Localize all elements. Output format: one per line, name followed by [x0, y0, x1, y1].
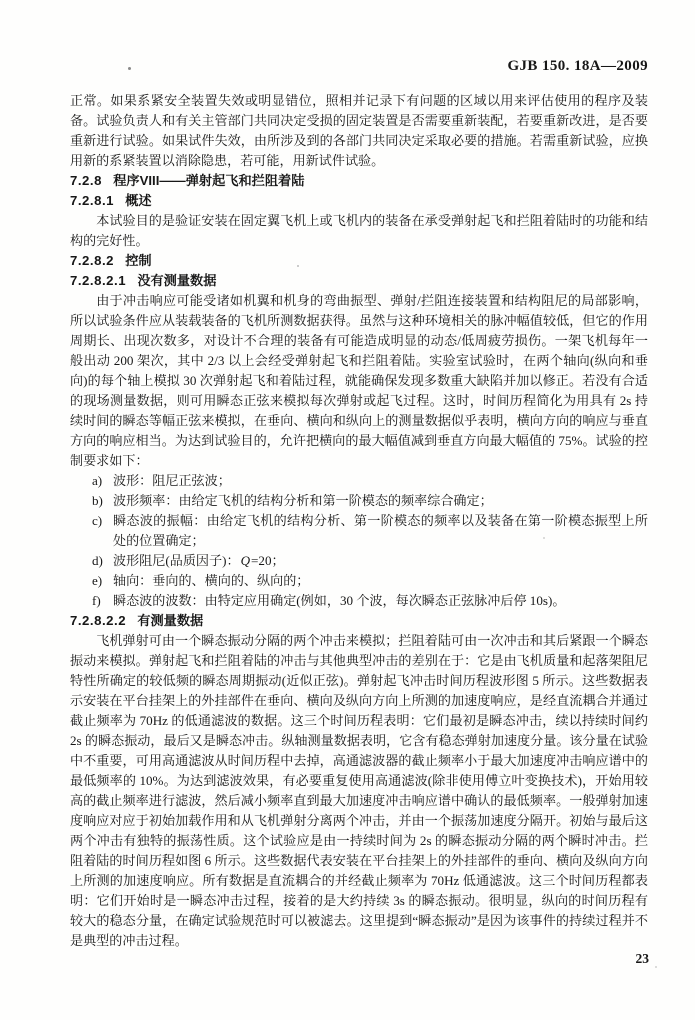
list-item-d — [92, 551, 648, 571]
list-item-text — [113, 551, 648, 571]
heading-title: 有测量数据 — [137, 613, 204, 628]
list-item-c — [92, 511, 648, 551]
list-item-label: f) — [92, 593, 101, 608]
scan-artifact-dot — [297, 265, 299, 267]
heading-number: 7.2.8.2 — [70, 253, 115, 268]
list-item-text: 瞬态波的波数：由特定应用确定(例如，30 个波，每次瞬态正弦脉冲后停 10s)。 — [113, 593, 566, 608]
list-item-a — [92, 471, 648, 491]
heading-7-2-8-1 — [70, 191, 648, 211]
quality-factor-value: =20； — [251, 553, 285, 568]
scan-artifact-dot — [543, 537, 545, 539]
paragraph-no-measured-data: 由于冲击响应可能受诸如机翼和机身的弯曲振型、弹射/拦阻连接装置和结构阻尼的局部影响，所以试验条件应从装载装备的飞机所测数据获得。虽然与这种环境相关的脉冲幅值较低，但它的作用周期长、出现次数多，对设计不合理的装备有可能造成明显的动态/低周疲劳损伤。一架飞机每年一般出动 200 架次，其中 2/3 以上会经受弹射起飞和拦阻着陆。实验室试验时，在两个轴向(纵向和垂向)的每个轴上模拟 30 次弹射起飞和着陆过程，就能确保发现多数重大缺陷并加以修正。若没有合适的现场测量数据，则可用瞬态正弦来模拟每次弹射或起飞过程。这时，时间历程简化为用具有 2s 持续时间的瞬态等幅正弦来模拟，在垂向、横向和纵向上的测量数据似乎表明，横向方向的响应与垂直方向的响应相当。为达到试验目的，允许把横向的最大幅值减到垂直方向最大幅值的 75%。试验的控制要求如下： — [70, 293, 648, 468]
list-item-text: 波形频率：由给定飞机的结构分析和第一阶模态的频率综合确定； — [113, 493, 493, 508]
heading-title: 概述 — [125, 193, 152, 208]
list-item-text: 瞬态波的振幅：由给定飞机的结构分析、第一阶模态的频率以及装备在第一阶模态振型上所处的位置确定； — [113, 513, 648, 548]
list-item-label: d) — [92, 553, 103, 568]
heading-title: 没有测量数据 — [137, 273, 217, 288]
paragraph-overview: 本试验目的是验证安装在固定翼飞机上或飞机内的装备在承受弹射起飞和拦阻着陆时的功能和结构的完好性。 — [70, 213, 648, 248]
list-item-text-pre: 波形阻尼(品质因子)： — [113, 553, 240, 568]
paragraph-continuation: 正常。如果系紧安全装置失效或明显错位，照相并记录下有问题的区域以用来评估使用的程序及装备。试验负责人和有关主管部门共同决定受损的固定装置是否需要重新装配，若要重新改进，是否要重新进行试验。如果试件失效，由所涉及到的各部门共同决定采取必要的措施。若需重新试验，应换用新的系紧装置以消除隐患，若可能，用新试件试验。 — [70, 93, 648, 168]
heading-number: 7.2.8.1 — [70, 193, 115, 208]
page-number: 23 — [635, 951, 649, 966]
list-item-f — [92, 591, 648, 611]
heading-title: 程序VIII——弹射起飞和拦阻着陆 — [113, 173, 305, 188]
list-item-b — [92, 491, 648, 511]
control-requirements-list — [70, 471, 648, 611]
heading-number: 7.2.8.2.2 — [70, 613, 127, 628]
heading-7-2-8 — [70, 171, 648, 191]
scan-artifact-dot — [655, 966, 657, 968]
list-item-text: 波形：阻尼正弦波； — [113, 473, 231, 488]
standard-number: GJB 150. 18A—2009 — [507, 58, 648, 74]
quality-factor-symbol: Q — [240, 553, 251, 568]
list-item-label: a) — [92, 473, 103, 488]
paragraph-measured-data: 飞机弹射可由一个瞬态振动分隔的两个冲击来模拟；拦阻着陆可由一次冲击和其后紧跟一个瞬态振动来模拟。弹射起飞和拦阻着陆的冲击与其他典型冲击的差别在于：它是由飞机质量和起落架阻尼特性所确定的较低频的瞬态周期振动(近似正弦)。弹射起飞冲击时间历程波形图 5 所示。这些数据表示安装在平台挂架上的外挂部件在垂向、横向及纵向方向上所测的加速度响应，是经直流耦合并通过截止频率为 70Hz 的低通滤波的数据。这三个时间历程表明：它们最初是瞬态冲击，续以持续时间约 2s 的瞬态振动，最后又是瞬态冲击。纵轴测量数据表明，它含有稳态弹射加速度分量。该分量在试验中不重要，可用高通滤波从时间历程中去掉，高通滤波器的截止频率小于最大加速度冲击响应谱中的最低频率的 10%。为达到滤波效果，有必要重复使用高通滤波(除非使用傅立叶变换技术)，开始用较高的截止频率进行滤波，然后减小频率直到最大加速度冲击响应谱中确认的最低频率。一般弹射加速度响应对应于初始加载作用和从飞机弹射分离两个冲击，并由一个振荡加速度分隔开。初始与最后这两个冲击有独特的振荡性质。这个试验应是由一持续时间为 2s 的瞬态振动分隔的两个瞬时冲击。拦阻着陆的时间历程如图 6 所示。这些数据代表安装在平台挂架上的外挂部件的垂向、横向及纵向方向上所测的加速度响应。所有数据是直流耦合的并经截止频率为 70Hz 低通滤波。这三个时间历程都表明：它们开始时是一瞬态冲击过程，接着的是大约持续 3s 的瞬态振动。很明显，纵向的时间历程有较大的稳态分量，在确定试验规范时可以被滤去。这里提到“瞬态振动”是因为该事件的持续过程并不是典型的冲击过程。 — [70, 633, 648, 948]
heading-7-2-8-2-2 — [70, 611, 648, 631]
list-item-text: 轴向：垂向的、横向的、纵向的； — [113, 573, 310, 588]
scan-artifact-dot — [128, 67, 131, 70]
list-item-e — [92, 571, 648, 591]
heading-7-2-8-2 — [70, 251, 648, 271]
scan-artifact-dot — [341, 926, 343, 928]
list-item-label: e) — [92, 573, 103, 588]
heading-number: 7.2.8.2.1 — [70, 273, 127, 288]
page-header — [70, 58, 648, 75]
list-item-label: c) — [92, 513, 103, 528]
heading-7-2-8-2-1 — [70, 271, 648, 291]
heading-number: 7.2.8 — [70, 173, 102, 188]
heading-title: 控制 — [125, 253, 152, 268]
list-item-label: b) — [92, 493, 103, 508]
page-body — [70, 91, 648, 951]
